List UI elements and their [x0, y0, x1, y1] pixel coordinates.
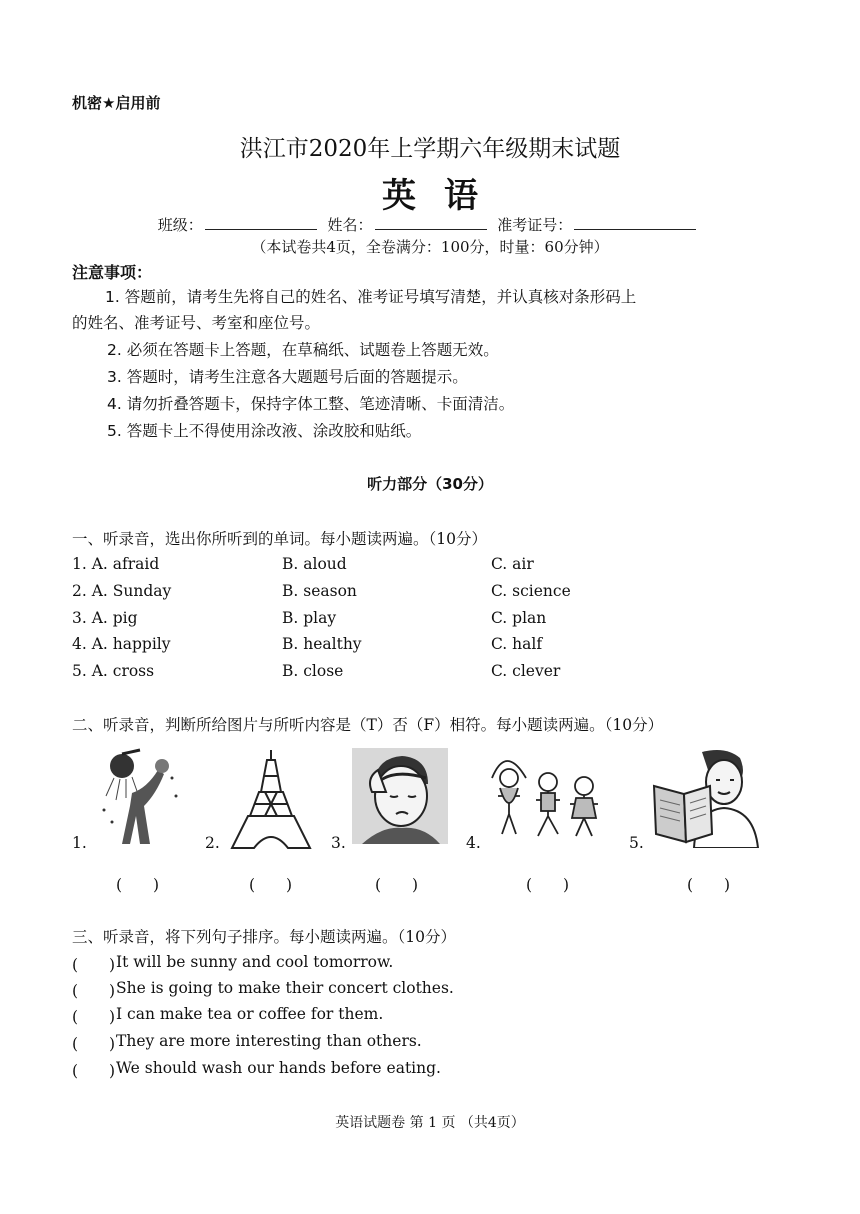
q2-option-b: B. season: [282, 582, 357, 600]
q4-option-a: 4. A. happily: [72, 635, 171, 653]
q3-option-a: 3. A. pig: [72, 609, 138, 627]
pic3-answer[interactable]: ( ): [375, 876, 419, 894]
q1-option-b: B. aloud: [282, 555, 347, 573]
sentence-2-text: She is going to make their concert clothes.: [116, 979, 454, 997]
children-playing-icon: [486, 748, 612, 848]
name-label: 姓名：: [327, 216, 373, 234]
pic2-number: 2.: [205, 834, 220, 852]
pic5-answer[interactable]: ( ): [687, 876, 731, 894]
confidential-mark: 机密★启用前: [72, 94, 161, 112]
eiffel-tower-icon: [228, 748, 314, 850]
notice-item-5: 5. 答题卡上不得使用涂改液、涂改胶和贴纸。: [107, 422, 422, 440]
section3-heading: 三、听录音，将下列句子排序。每小题读两遍。（10分）: [72, 928, 456, 946]
notice-item-1-cont: 的姓名、准考证号、考室和座位号。: [72, 314, 321, 332]
man-reading-icon: [650, 746, 762, 848]
sick-boy-icon: [352, 748, 448, 844]
sentence-2-answer[interactable]: ( ): [72, 982, 116, 1000]
q2-option-c: C. science: [491, 582, 571, 600]
pic4-answer[interactable]: ( ): [526, 876, 570, 894]
pic3-number: 3.: [331, 834, 346, 852]
section1-heading: 一、听录音，选出你所听到的单词。每小题读两遍。（10分）: [72, 530, 487, 548]
pic1-answer[interactable]: ( ): [116, 876, 160, 894]
sentence-1-text: It will be sunny and cool tomorrow.: [116, 953, 394, 971]
sentence-4-answer[interactable]: ( ): [72, 1035, 116, 1053]
notice-heading: 注意事项：: [72, 263, 153, 282]
notice-item-2: 2. 必须在答题卡上答题，在草稿纸、试题卷上答题无效。: [107, 341, 499, 359]
notice-item-3: 3. 答题时，请考生注意各大题题号后面的答题提示。: [107, 368, 468, 386]
pic1-number: 1.: [72, 834, 87, 852]
pic4-number: 4.: [466, 834, 481, 852]
paper-info: （本试卷共4页，全卷满分：100分，时量：60分钟）: [251, 238, 609, 256]
q5-option-a: 5. A. cross: [72, 662, 155, 680]
id-blank[interactable]: [574, 217, 696, 230]
pic2-answer[interactable]: ( ): [249, 876, 293, 894]
section2-heading: 二、听录音，判断所给图片与所听内容是（T）否（F）相符。每小题读两遍。（10分）: [72, 716, 664, 734]
subject-title: 英语: [382, 176, 506, 216]
sentence-4-text: They are more interesting than others.: [116, 1032, 422, 1050]
q2-option-a: 2. A. Sunday: [72, 582, 172, 600]
sentence-3-text: I can make tea or coffee for them.: [116, 1005, 384, 1023]
name-blank[interactable]: [375, 217, 487, 230]
class-label: 班级：: [157, 216, 203, 234]
notice-item-4: 4. 请勿折叠答题卡，保持字体工整、笔迹清晰、卡面清洁。: [107, 395, 515, 413]
sentence-1-answer[interactable]: ( ): [72, 956, 116, 974]
q1-option-a: 1. A. afraid: [72, 555, 160, 573]
q4-option-b: B. healthy: [282, 635, 362, 653]
q3-option-b: B. play: [282, 609, 337, 627]
notice-item-1: 1. 答题前，请考生先将自己的姓名、准考证号填写清楚，并认真核对条形码上: [105, 288, 637, 306]
q3-option-c: C. plan: [491, 609, 547, 627]
q4-option-c: C. half: [491, 635, 543, 653]
student-info-line: [0, 214, 860, 235]
sentence-5-answer[interactable]: ( ): [72, 1062, 116, 1080]
q1-option-c: C. air: [491, 555, 534, 573]
shower-icon: [92, 748, 184, 848]
class-blank[interactable]: [205, 217, 317, 230]
id-label: 准考证号：: [497, 216, 573, 234]
pic5-number: 5.: [629, 834, 644, 852]
listening-heading: 听力部分（30分）: [367, 475, 493, 493]
page-footer: 英语试题卷 第 1 页 （共4页）: [335, 1115, 525, 1131]
sentence-5-text: We should wash our hands before eating.: [116, 1059, 441, 1077]
exam-title: 洪江市2020年上学期六年级期末试题: [239, 136, 621, 162]
q5-option-c: C. clever: [491, 662, 561, 680]
sentence-3-answer[interactable]: ( ): [72, 1008, 116, 1026]
q5-option-b: B. close: [282, 662, 344, 680]
